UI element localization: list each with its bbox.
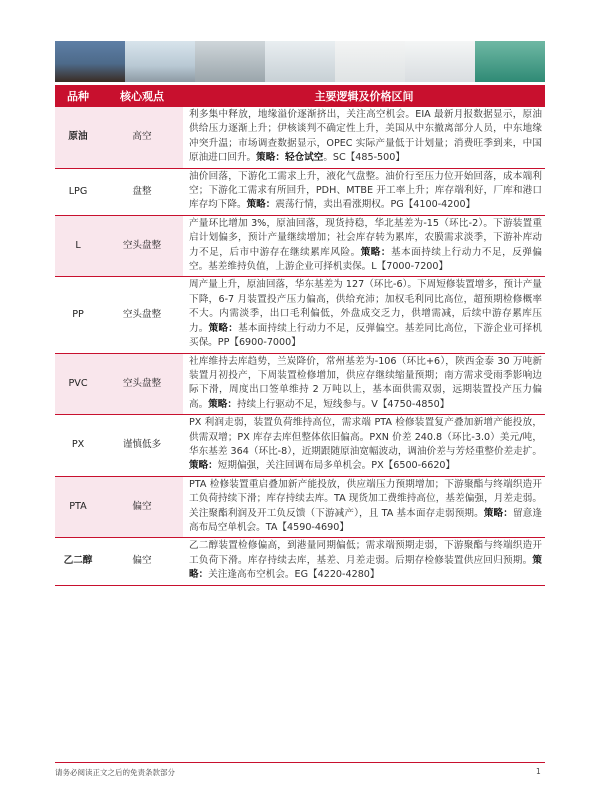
pellets-photo [335,41,405,82]
header-view: 核心观点 [101,85,183,107]
row-logic: 产量环比增加 3%，原油回落，现货持稳，华北基差为-15（环比-2）。下游装置重启计划偏多，预计产量继续增加；社会库存转为累库，农膜需求淡季，下游补库动力不足，后市中游存在继续累库风险。策略：基本面持续上行动力不足，反弹偏空。基差维持负值，上游企业可择机卖保。L【7000-7200】 [183,215,545,277]
row-category: LPG [55,168,101,215]
row-category: 乙二醇 [55,538,101,585]
table-row [55,277,545,353]
row-view: 高空 [101,107,183,168]
row-logic: 油价回落，下游化工需求上升，液化气盘整。油价行至压力位开始回落，成本端利空；下游化工需求有所回升，PDH、MTBE 开工率上升；库存端利好，厂库和港口库存均下降。策略：震荡行情，卖出看涨期权。PG【4100-4200】 [183,168,545,215]
row-logic: 乙二醇装置检修偏高，到港量同期偏低；需求端预期走弱，下游聚酯与终端织造开工负荷下滑。库存持续去库，基差、月差走弱。后期存检修装置供应回归预期。策略：关注逢高布空机会。EG【4220-4280】 [183,538,545,585]
row-logic: 社库维持去库趋势，兰炭降价，常州基差为-106（环比+6），陕西金泰 30 万吨新装置月初投产，下周装置检修增加，供应存继续缩量预期；南方需求受雨季影响边际下滑，周度出口签单维持 2 万吨以上，基本面供需双弱，远期装置投产压力偏高。策略：持续上行驱动不足，短线参与。V【4750-4850】 [183,353,545,415]
header-logic: 主要逻辑及价格区间 [183,85,545,107]
table-row [55,353,545,415]
row-logic: 利多集中释放，地缘溢价逐渐挤出，关注高空机会。EIA 最新月报数据显示，原油供给压力逐渐上升；伊核谈判不确定性上升，美国从中东撤离部分人员，中东地缘冲突升温；市场调查数据显示，OPEC 实际产量低于计划量；消费旺季到来，中国原油进口回升。策略：轻仓试空。SC【485-500】 [183,107,545,168]
table-row [55,107,545,168]
header-banner [55,41,545,82]
row-view: 谨慎低多 [101,415,183,477]
row-category: PX [55,415,101,477]
row-view: 盘整 [101,168,183,215]
row-logic: PX 利润走弱，装置负荷维持高位，需求端 PTA 检修装置复产叠加新增产能投放，供需双增；PX 库存去库但整体依旧偏高。PXN 价差 240.8（环比-3.0）美元/吨，华东基差 364（环比-8），近期跟随原油宽幅波动，调油价差与芳烃重整价差走扩。策略：短期偏强，关注回调布局多单机会。PX【6500-6620】 [183,415,545,477]
row-view: 空头盘整 [101,215,183,277]
row-category: 原油 [55,107,101,168]
header-category: 品种 [55,85,101,107]
chemical-bag-photo [405,41,475,82]
page-number: 1 [536,767,541,776]
row-category: PP [55,277,101,353]
row-category: PTA [55,476,101,538]
row-view: 偏空 [101,476,183,538]
row-category: PVC [55,353,101,415]
disclaimer-text: 请务必阅读正文之后的免责条款部分 [55,768,175,777]
table-row [55,415,545,477]
pipes-photo [195,41,265,82]
row-logic: 周产量上升，原油回落，华东基差为 127（环比-6）。下周短修装置增多，预计产量下降，6-7 月装置投产压力偏高，供给充沛；加权毛利同比高位，超预期检修概率不大。内需淡季，出口毛利偏低，外盘成交乏力，供增需减，后续中游存累库压力。策略：基本面持续上行动力不足，反弹偏空。基差同比高位，下游企业可择机买保。PP【6900-7000】 [183,277,545,353]
row-view: 空头盘整 [101,353,183,415]
table-row [55,168,545,215]
table-row [55,538,545,585]
lpg-tank-photo [125,41,195,82]
commodity-table [55,85,545,586]
table-header-row [55,85,545,107]
row-logic: PTA 检修装置重启叠加新产能投放，供应端压力预期增加；下游聚酯与终端织造开工负荷持续下滑；库存持续去库。TA 现货加工费维持高位，基差偏强，月差走弱。关注聚酯利润及开工负反馈（下游减产），且 TA 基本面存走弱预期。策略：留意逢高布局空单机会。TA【4590-4690】 [183,476,545,538]
oil-refinery-photo [55,41,125,82]
row-view: 空头盘整 [101,277,183,353]
table-row [55,215,545,277]
glass-sheets-photo [475,41,545,82]
row-category: L [55,215,101,277]
pellets-photo [265,41,335,82]
table-row [55,476,545,538]
footer-divider [55,762,545,763]
row-view: 偏空 [101,538,183,585]
